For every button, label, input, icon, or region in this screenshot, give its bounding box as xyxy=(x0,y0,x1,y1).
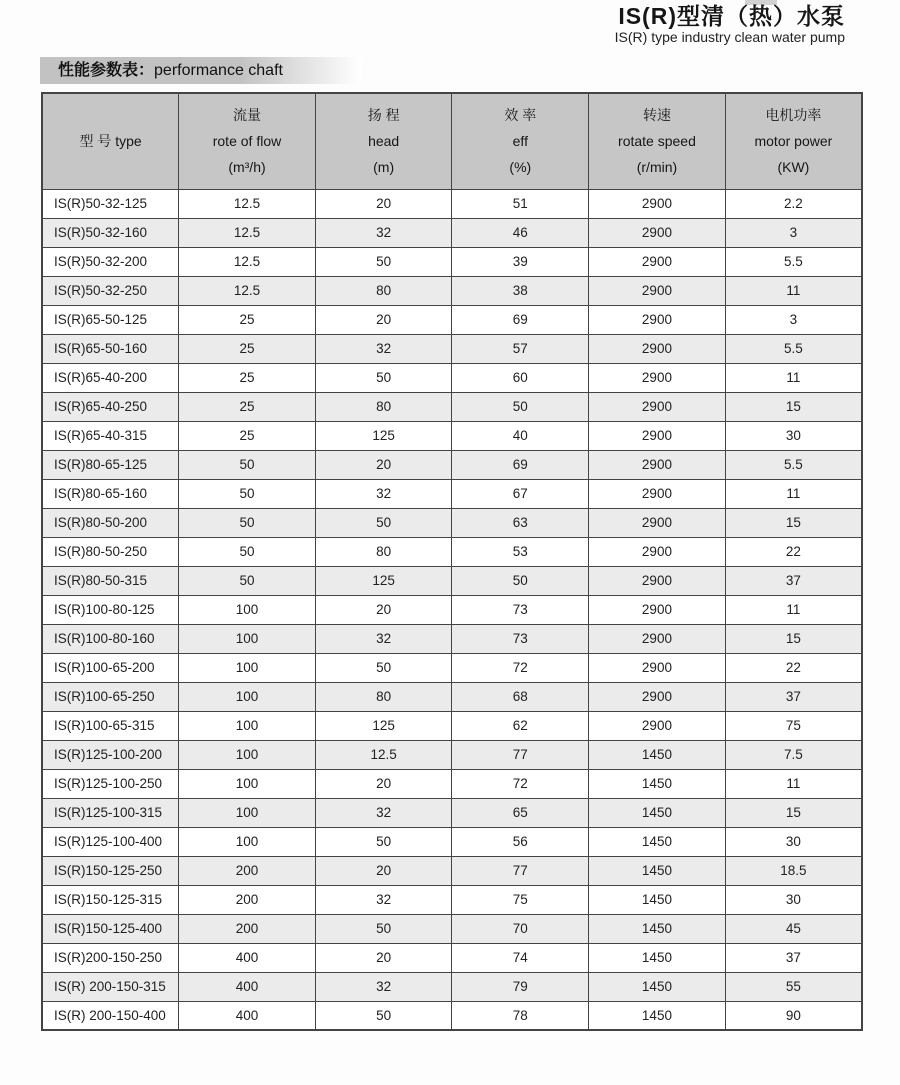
cell-head: 32 xyxy=(315,334,452,363)
cell-speed: 1450 xyxy=(589,972,726,1001)
cell-eff: 60 xyxy=(452,363,589,392)
cell-eff: 69 xyxy=(452,450,589,479)
cell-model-type: IS(R)80-65-160 xyxy=(42,479,179,508)
cell-flow: 25 xyxy=(179,421,316,450)
cell-model-type: IS(R)50-32-250 xyxy=(42,276,179,305)
cell-speed: 1450 xyxy=(589,769,726,798)
cell-head: 125 xyxy=(315,711,452,740)
cell-speed: 2900 xyxy=(589,189,726,218)
cell-speed: 2900 xyxy=(589,537,726,566)
cell-power: 18.5 xyxy=(725,856,862,885)
cell-eff: 65 xyxy=(452,798,589,827)
cell-eff: 79 xyxy=(452,972,589,1001)
cell-eff: 73 xyxy=(452,595,589,624)
cell-speed: 2900 xyxy=(589,479,726,508)
cell-speed: 2900 xyxy=(589,421,726,450)
cell-flow: 100 xyxy=(179,769,316,798)
cell-flow: 200 xyxy=(179,914,316,943)
cell-speed: 2900 xyxy=(589,305,726,334)
cell-power: 15 xyxy=(725,624,862,653)
table-row xyxy=(42,508,862,537)
cell-eff: 62 xyxy=(452,711,589,740)
cell-model-type: IS(R)150-125-315 xyxy=(42,885,179,914)
column-header-line: 流量 xyxy=(232,107,261,124)
cell-eff: 53 xyxy=(452,537,589,566)
cell-flow: 12.5 xyxy=(179,247,316,276)
table-row xyxy=(42,218,862,247)
column-header-line: rotate speed xyxy=(618,133,696,150)
cell-power: 15 xyxy=(725,508,862,537)
cell-flow: 12.5 xyxy=(179,276,316,305)
cell-flow: 400 xyxy=(179,1001,316,1030)
cell-eff: 70 xyxy=(452,914,589,943)
table-row xyxy=(42,885,862,914)
cell-power: 22 xyxy=(725,653,862,682)
cell-model-type: IS(R)125-100-200 xyxy=(42,740,179,769)
column-header-line: (m³/h) xyxy=(228,159,266,176)
cell-flow: 12.5 xyxy=(179,189,316,218)
cell-speed: 1450 xyxy=(589,914,726,943)
table-body xyxy=(42,189,862,1030)
table-row xyxy=(42,247,862,276)
table-row xyxy=(42,1001,862,1030)
cell-power: 3 xyxy=(725,305,862,334)
cell-model-type: IS(R)65-40-315 xyxy=(42,421,179,450)
table-row xyxy=(42,972,862,1001)
table-row xyxy=(42,305,862,334)
column-header-line: (m) xyxy=(373,159,395,176)
cell-model-type: IS(R)50-32-160 xyxy=(42,218,179,247)
performance-table xyxy=(41,92,863,1031)
table-row xyxy=(42,711,862,740)
cell-head: 50 xyxy=(315,247,452,276)
cell-flow: 100 xyxy=(179,595,316,624)
cell-speed: 2900 xyxy=(589,334,726,363)
cell-flow: 100 xyxy=(179,653,316,682)
cell-head: 125 xyxy=(315,421,452,450)
column-header-line: 电机功率 xyxy=(765,107,822,124)
cell-head: 20 xyxy=(315,856,452,885)
cell-head: 80 xyxy=(315,392,452,421)
cell-power: 30 xyxy=(725,421,862,450)
cell-eff: 50 xyxy=(452,392,589,421)
cell-power: 22 xyxy=(725,537,862,566)
cell-flow: 25 xyxy=(179,334,316,363)
cell-flow: 50 xyxy=(179,537,316,566)
cell-model-type: IS(R)65-50-125 xyxy=(42,305,179,334)
cell-speed: 2900 xyxy=(589,276,726,305)
cell-speed: 1450 xyxy=(589,798,726,827)
cell-model-type: IS(R) 200-150-400 xyxy=(42,1001,179,1030)
table-row xyxy=(42,537,862,566)
cell-head: 32 xyxy=(315,885,452,914)
table-row xyxy=(42,827,862,856)
cell-speed: 2900 xyxy=(589,450,726,479)
cell-eff: 51 xyxy=(452,189,589,218)
cell-eff: 38 xyxy=(452,276,589,305)
cell-power: 5.5 xyxy=(725,450,862,479)
cell-model-type: IS(R)125-100-250 xyxy=(42,769,179,798)
cell-speed: 2900 xyxy=(589,711,726,740)
table-row xyxy=(42,856,862,885)
cell-speed: 2900 xyxy=(589,508,726,537)
cell-head: 50 xyxy=(315,1001,452,1030)
cell-eff: 72 xyxy=(452,769,589,798)
column-header-line: 转速 xyxy=(642,107,671,124)
cell-power: 37 xyxy=(725,682,862,711)
column-header-line: 扬 程 xyxy=(367,107,400,124)
cell-speed: 2900 xyxy=(589,247,726,276)
cell-model-type: IS(R)80-50-315 xyxy=(42,566,179,595)
performance-table-container xyxy=(41,92,863,1031)
cell-eff: 63 xyxy=(452,508,589,537)
cell-head: 80 xyxy=(315,537,452,566)
cell-flow: 25 xyxy=(179,363,316,392)
table-row xyxy=(42,624,862,653)
column-header-eff xyxy=(452,93,589,189)
cell-power: 11 xyxy=(725,595,862,624)
header-row xyxy=(42,93,862,189)
cell-head: 32 xyxy=(315,798,452,827)
cell-flow: 50 xyxy=(179,479,316,508)
cell-head: 32 xyxy=(315,624,452,653)
cell-model-type: IS(R)100-80-125 xyxy=(42,595,179,624)
table-row xyxy=(42,479,862,508)
section-heading-bar xyxy=(40,57,362,84)
cell-flow: 25 xyxy=(179,305,316,334)
cell-speed: 1450 xyxy=(589,1001,726,1030)
cell-flow: 200 xyxy=(179,856,316,885)
cell-speed: 2900 xyxy=(589,363,726,392)
table-row xyxy=(42,740,862,769)
cell-power: 30 xyxy=(725,885,862,914)
table-row xyxy=(42,566,862,595)
cell-power: 37 xyxy=(725,943,862,972)
page-title-english: IS(R) type industry clean water pump xyxy=(614,29,845,45)
cell-flow: 100 xyxy=(179,682,316,711)
cell-head: 32 xyxy=(315,218,452,247)
title-block xyxy=(615,3,845,46)
cell-flow: 400 xyxy=(179,943,316,972)
cell-flow: 50 xyxy=(179,566,316,595)
cell-model-type: IS(R)65-40-250 xyxy=(42,392,179,421)
cell-eff: 68 xyxy=(452,682,589,711)
cell-speed: 1450 xyxy=(589,885,726,914)
cell-head: 125 xyxy=(315,566,452,595)
cell-power: 55 xyxy=(725,972,862,1001)
cell-flow: 100 xyxy=(179,740,316,769)
cell-power: 90 xyxy=(725,1001,862,1030)
cell-eff: 77 xyxy=(452,856,589,885)
cell-flow: 25 xyxy=(179,392,316,421)
cell-model-type: IS(R)100-65-200 xyxy=(42,653,179,682)
table-row xyxy=(42,769,862,798)
table-row xyxy=(42,798,862,827)
cell-power: 2.2 xyxy=(725,189,862,218)
cell-model-type: IS(R) 200-150-315 xyxy=(42,972,179,1001)
cell-flow: 50 xyxy=(179,450,316,479)
column-header-head xyxy=(315,93,452,189)
cell-flow: 50 xyxy=(179,508,316,537)
table-row xyxy=(42,276,862,305)
page-title-chinese: IS(R)型清（热）水泵 xyxy=(618,3,845,29)
cell-speed: 1450 xyxy=(589,943,726,972)
cell-speed: 2900 xyxy=(589,566,726,595)
cell-model-type: IS(R)80-65-125 xyxy=(42,450,179,479)
column-header-line: rote of flow xyxy=(212,133,282,150)
cell-head: 50 xyxy=(315,827,452,856)
cell-eff: 46 xyxy=(452,218,589,247)
cell-head: 12.5 xyxy=(315,740,452,769)
table-header xyxy=(42,93,862,189)
cell-speed: 2900 xyxy=(589,624,726,653)
cell-eff: 77 xyxy=(452,740,589,769)
cell-power: 3 xyxy=(725,218,862,247)
cell-model-type: IS(R)50-32-200 xyxy=(42,247,179,276)
cell-eff: 75 xyxy=(452,885,589,914)
column-header-line: (KW) xyxy=(777,159,810,176)
column-header-line: 效 率 xyxy=(504,107,537,124)
cell-head: 50 xyxy=(315,363,452,392)
cell-speed: 1450 xyxy=(589,740,726,769)
column-header-flow xyxy=(179,93,316,189)
cell-power: 45 xyxy=(725,914,862,943)
table-row xyxy=(42,421,862,450)
column-header-type xyxy=(42,93,179,189)
cell-speed: 1450 xyxy=(589,827,726,856)
cell-speed: 2900 xyxy=(589,653,726,682)
cell-speed: 2900 xyxy=(589,218,726,247)
cell-power: 5.5 xyxy=(725,247,862,276)
cell-model-type: IS(R)150-125-250 xyxy=(42,856,179,885)
cell-eff: 73 xyxy=(452,624,589,653)
cell-model-type: IS(R)50-32-125 xyxy=(42,189,179,218)
cell-head: 32 xyxy=(315,479,452,508)
table-row xyxy=(42,392,862,421)
cell-eff: 72 xyxy=(452,653,589,682)
cell-head: 20 xyxy=(315,450,452,479)
column-header-line: 型 号 type xyxy=(79,133,142,150)
table-row xyxy=(42,914,862,943)
cell-model-type: IS(R)100-80-160 xyxy=(42,624,179,653)
cell-speed: 2900 xyxy=(589,392,726,421)
cell-flow: 200 xyxy=(179,885,316,914)
column-header-line: (r/min) xyxy=(636,159,678,176)
cell-model-type: IS(R)125-100-315 xyxy=(42,798,179,827)
table-row xyxy=(42,653,862,682)
section-label-chinese: 性能参数表： xyxy=(58,62,155,79)
cell-speed: 1450 xyxy=(589,856,726,885)
cell-head: 20 xyxy=(315,595,452,624)
cell-head: 80 xyxy=(315,682,452,711)
cell-head: 32 xyxy=(315,972,452,1001)
cell-eff: 74 xyxy=(452,943,589,972)
table-row xyxy=(42,682,862,711)
column-header-line: eff xyxy=(512,133,528,150)
cell-flow: 400 xyxy=(179,972,316,1001)
cell-head: 20 xyxy=(315,189,452,218)
table-row xyxy=(42,334,862,363)
cell-speed: 2900 xyxy=(589,595,726,624)
cell-head: 50 xyxy=(315,914,452,943)
column-header-speed xyxy=(589,93,726,189)
cell-flow: 100 xyxy=(179,827,316,856)
cell-head: 50 xyxy=(315,508,452,537)
cell-eff: 69 xyxy=(452,305,589,334)
cell-power: 30 xyxy=(725,827,862,856)
cell-model-type: IS(R)65-50-160 xyxy=(42,334,179,363)
table-row xyxy=(42,450,862,479)
cell-power: 11 xyxy=(725,769,862,798)
table-row xyxy=(42,943,862,972)
column-header-line: head xyxy=(368,133,400,150)
cell-head: 20 xyxy=(315,305,452,334)
cell-head: 80 xyxy=(315,276,452,305)
cell-eff: 56 xyxy=(452,827,589,856)
cell-head: 20 xyxy=(315,769,452,798)
cell-power: 11 xyxy=(725,363,862,392)
table-row xyxy=(42,363,862,392)
cell-eff: 40 xyxy=(452,421,589,450)
cell-eff: 67 xyxy=(452,479,589,508)
cell-eff: 78 xyxy=(452,1001,589,1030)
cell-head: 20 xyxy=(315,943,452,972)
cell-power: 37 xyxy=(725,566,862,595)
cell-power: 5.5 xyxy=(725,334,862,363)
cell-model-type: IS(R)80-50-200 xyxy=(42,508,179,537)
cell-speed: 2900 xyxy=(589,682,726,711)
cell-power: 11 xyxy=(725,479,862,508)
table-row xyxy=(42,189,862,218)
column-header-line: motor power xyxy=(754,133,833,150)
cell-head: 50 xyxy=(315,653,452,682)
cell-power: 15 xyxy=(725,392,862,421)
cell-flow: 100 xyxy=(179,798,316,827)
table-row xyxy=(42,595,862,624)
cell-model-type: IS(R)125-100-400 xyxy=(42,827,179,856)
cell-model-type: IS(R)80-50-250 xyxy=(42,537,179,566)
cell-model-type: IS(R)100-65-315 xyxy=(42,711,179,740)
cell-eff: 57 xyxy=(452,334,589,363)
cell-model-type: IS(R)150-125-400 xyxy=(42,914,179,943)
cell-power: 15 xyxy=(725,798,862,827)
cell-eff: 39 xyxy=(452,247,589,276)
cell-flow: 12.5 xyxy=(179,218,316,247)
cell-power: 75 xyxy=(725,711,862,740)
cell-model-type: IS(R)100-65-250 xyxy=(42,682,179,711)
cell-model-type: IS(R)200-150-250 xyxy=(42,943,179,972)
section-label-english: performance chaft xyxy=(154,62,283,79)
cell-power: 11 xyxy=(725,276,862,305)
cell-eff: 50 xyxy=(452,566,589,595)
cell-power: 7.5 xyxy=(725,740,862,769)
column-header-power xyxy=(725,93,862,189)
cell-flow: 100 xyxy=(179,624,316,653)
column-header-line: (%) xyxy=(509,159,532,176)
cell-model-type: IS(R)65-40-200 xyxy=(42,363,179,392)
cell-flow: 100 xyxy=(179,711,316,740)
